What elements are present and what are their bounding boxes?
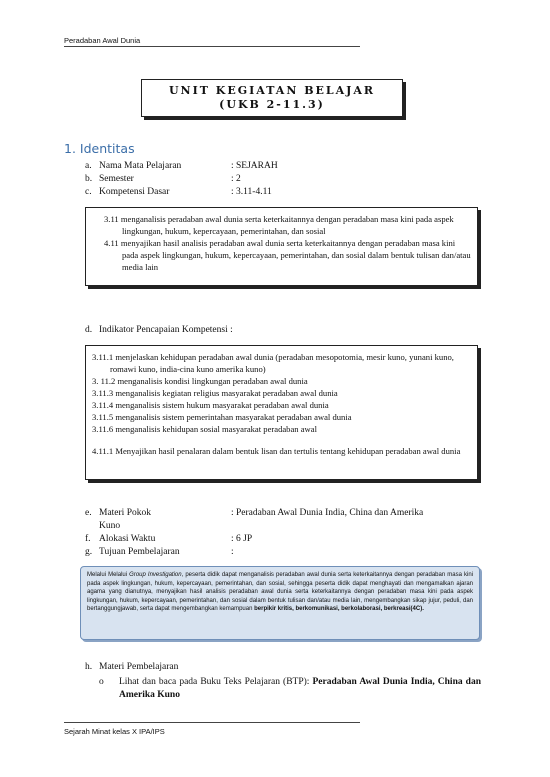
indikator-item: 3.11.1 menjelaskan kehidupan peradaban awal dunia (peradaban mesopotomia, mesir kuno, yunani kuno, romawi kuno, india-cina kuno amerika kuno): [92, 352, 454, 374]
row-label: Indikator Pencapaian Kompetensi :: [99, 325, 233, 335]
row-label: Kompetensi Dasar: [99, 187, 170, 197]
indikator-item-4-11-1: 4.11.1 Menyajikan hasil penalaran dalam bentuk lisan dan tertulis tentang kehidupan peradaban awal dunia: [92, 446, 461, 456]
title-line-2: (UKB 2-11.3): [219, 98, 325, 111]
row-letter: a.: [85, 161, 92, 171]
row-label: Materi Pembelajaran: [99, 662, 179, 672]
row-label: Tujuan Pembelajaran: [99, 547, 180, 557]
indikator-box: [85, 345, 478, 480]
row-label: Nama Mata Pelajaran: [99, 161, 182, 171]
row-letter: f.: [85, 534, 91, 544]
row-label: Semester: [99, 174, 134, 184]
row-value: :: [231, 547, 234, 557]
row-label: Alokasi Waktu: [99, 534, 156, 544]
materi-text-plain: Lihat dan baca pada Buku Teks Pelajaran (BTP):: [119, 677, 313, 687]
row-label: Materi Pokok: [99, 508, 151, 518]
row-value: : 3.11-4.11: [231, 187, 272, 197]
footer-rule: [64, 722, 360, 723]
row-letter: h.: [85, 662, 93, 672]
row-value-continued: Kuno: [99, 521, 121, 531]
indikator-item: 3. 11.2 menganalisis kondisi lingkungan peradaban awal dunia: [92, 376, 308, 386]
title-line-1: UNIT KEGIATAN BELAJAR: [168, 84, 376, 97]
title-box: [141, 79, 403, 117]
materi-text-bold: Peradaban Awal Dunia India, China dan Amerika Kuno: [119, 677, 481, 700]
row-letter: e.: [85, 508, 92, 518]
bullet-icon: o: [99, 677, 104, 687]
indikator-item: 3.11.4 menganalisis sistem hukum masyarakat peradaban awal dunia: [92, 400, 329, 410]
row-letter: d.: [85, 325, 93, 335]
row-value: : 2: [231, 174, 241, 184]
row-value: : 6 JP: [231, 534, 253, 544]
tujuan-text-bold: berpikir kritis, berkomunikasi, berkolaborasi, berkreasi(4C).: [254, 606, 424, 613]
page-footer: Sejarah Minat kelas X IPA/IPS: [64, 727, 165, 736]
page-header: Peradaban Awal Dunia: [64, 36, 141, 45]
indikator-item: 3.11.3 menganalisis kegiatan religius masyarakat peradaban awal dunia: [92, 388, 338, 398]
section-heading-identitas: 1. Identitas: [64, 141, 135, 156]
tujuan-pembelajaran-box: [80, 566, 480, 640]
indikator-item: 3.11.6 menganalisis kehidupan sosial masyarakat peradaban awal: [92, 424, 317, 434]
kd-item-4-11: 4.11 menyajikan hasil analisis peradaban awal dunia serta keterkaitannya dengan peradaban masa kini pada aspek lingkungan, hukum, kepercayaan, pemerintahan, dan sosial dalam bentuk tulisan dan/atau media lain: [104, 238, 471, 272]
row-value: : Peradaban Awal Dunia India, China dan Amerika: [231, 508, 424, 518]
tujuan-text-italic: Group Investigation: [129, 572, 182, 578]
header-rule: [64, 46, 360, 47]
kompetensi-dasar-box: [85, 207, 478, 286]
kd-item-3-11: 3.11 menganalisis peradaban awal dunia serta keterkaitannya dengan peradaban masa kini pada aspek lingkungan, hukum, kepercayaan, pemerintahan, dan sosial: [104, 214, 454, 236]
tujuan-text: , peserta didik dapat menganalisis peradaban awal dunia serta keterkaitannya dengan peradaban masa kini pada aspek lingkungan, hukum, kepercayaan, pemerintahan, dan sosial, sehingga peserta didik dapat menghayati dan mengamalkan ajaran agama yang dianutnya, menyajikan hasil analisis peradaban awal dunia serta keterkaitannya dengan peradaban masa kini pada aspek lingkungan, hukum, kepercayaan, pemerintahan, dan sosial dalam bentuk tulisan dan/atau media lain, mengembangkan sikap jujur, peduli, dan bertanggungjawab, serta dapat mengembangkan kemampuan: [87, 572, 473, 613]
tujuan-text: Melalui Melalui: [87, 572, 130, 578]
row-letter: b.: [85, 174, 93, 184]
materi-text: [119, 676, 481, 702]
row-value: : SEJARAH: [231, 161, 278, 171]
row-letter: c.: [85, 187, 92, 197]
indikator-item: 3.11.5 menganalisis sistem pemerintahan masyarakat peradaban awal dunia: [92, 412, 352, 422]
row-letter: g.: [85, 547, 93, 557]
